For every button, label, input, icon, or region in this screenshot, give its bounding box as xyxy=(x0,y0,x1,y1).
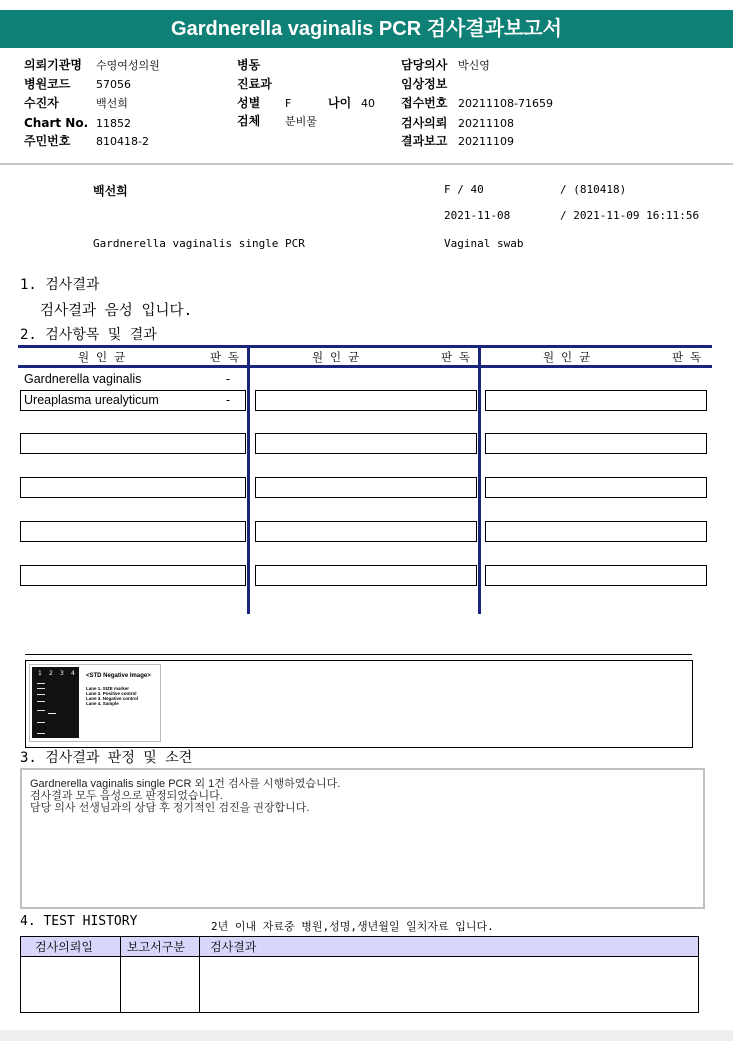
history-cell xyxy=(21,957,121,1013)
empty-cell xyxy=(255,565,477,586)
history-cell xyxy=(200,957,699,1013)
empty-cell xyxy=(255,433,477,454)
label-report-date: 결과보고 xyxy=(401,134,448,148)
label-resident-no: 주민번호 xyxy=(24,134,71,148)
page-bottom-band xyxy=(0,1030,733,1041)
section-2-title: 2. 검사항목 및 결과 xyxy=(20,327,157,343)
empty-cell xyxy=(485,390,707,411)
value-age: 40 xyxy=(361,97,375,110)
summary-test-name: Gardnerella vaginalis single PCR xyxy=(93,237,305,250)
value-doctor: 박신영 xyxy=(458,59,490,72)
gel-band xyxy=(37,722,45,723)
opinion-line: Gardnerella vaginalis single PCR 외 1건 검사를 시행하였습니다. xyxy=(30,778,341,790)
result-judgment-2: - xyxy=(226,393,231,407)
empty-cell xyxy=(485,433,707,454)
summary-specimen: Vaginal swab xyxy=(444,237,524,250)
label-receipt-no: 접수번호 xyxy=(401,96,448,110)
history-col-result: 검사결과 xyxy=(200,937,699,957)
lane-number: 1 xyxy=(38,670,42,677)
opinion-box xyxy=(20,768,705,909)
empty-cell xyxy=(255,390,477,411)
header-divider xyxy=(0,163,733,165)
gel-legend-item: Lane 1. SIZE marker xyxy=(86,686,130,691)
history-table xyxy=(20,936,699,1013)
label-chart-no: Chart No. xyxy=(24,116,89,130)
label-patient: 수진자 xyxy=(24,96,59,110)
label-institution: 의뢰기관명 xyxy=(24,58,82,72)
gel-legend xyxy=(86,686,138,706)
history-header-row xyxy=(21,937,699,957)
value-chart-no: 11852 xyxy=(96,117,131,130)
label-request-date: 검사의뢰 xyxy=(401,116,448,130)
empty-cell xyxy=(485,521,707,542)
history-col-report-type: 보고서구분 xyxy=(121,937,200,957)
report-title: Gardnerella vaginalis PCR 검사결과보고서 xyxy=(0,10,733,48)
gel-top-rule xyxy=(25,654,692,655)
gel-band xyxy=(37,683,45,684)
gel-lanes-image xyxy=(32,667,79,738)
value-specimen: 분비물 xyxy=(285,115,317,128)
col-header-name-2: 원 인 균 xyxy=(312,350,360,364)
col-header-judge-3: 판 독 xyxy=(672,350,702,364)
gel-band xyxy=(37,733,45,734)
label-department: 진료과 xyxy=(237,77,272,91)
label-specimen: 검체 xyxy=(237,114,261,128)
value-patient: 백선희 xyxy=(96,97,128,110)
summary-name: 백선희 xyxy=(93,184,128,198)
value-resident-no: 810418-2 xyxy=(96,135,149,148)
result-judgment-1: - xyxy=(226,372,231,386)
opinion-line: 담당 의사 선생님과의 상담 후 정기적인 검진을 권장합니다. xyxy=(30,802,310,814)
value-sex: F xyxy=(285,97,292,110)
empty-cell xyxy=(20,521,246,542)
gel-band xyxy=(37,694,45,695)
table-col-divider-1 xyxy=(247,345,250,614)
value-report-date: 20211109 xyxy=(458,135,514,148)
summary-request-date: 2021-11-08 xyxy=(444,209,511,222)
label-age: 나이 xyxy=(328,96,352,110)
empty-cell xyxy=(485,565,707,586)
label-hospital-code: 병원코드 xyxy=(24,77,71,91)
value-institution: 수영여성의원 xyxy=(96,59,160,72)
empty-cell xyxy=(255,477,477,498)
gel-thumbnail xyxy=(29,664,161,742)
empty-cell xyxy=(485,477,707,498)
label-clinical-info: 임상정보 xyxy=(401,77,448,91)
summary-sex-age: F / 40 xyxy=(444,183,484,196)
section-4-title: 4. TEST HISTORY xyxy=(20,914,138,929)
summary-report-datetime: / 2021-11-09 16:11:56 xyxy=(560,209,700,222)
result-name-1: Gardnerella vaginalis xyxy=(24,372,142,386)
empty-cell xyxy=(20,433,246,454)
table-col-divider-2 xyxy=(478,345,481,614)
gel-legend-item: Lane 2. Positive control xyxy=(86,691,137,696)
lane-number: 4 xyxy=(71,670,75,677)
gel-title: <STD Negative Image> xyxy=(86,673,151,679)
col-header-name-1: 원 인 균 xyxy=(78,350,126,364)
section-4-note: 2년 이내 자료중 병원,성명,생년월일 일치자료 입니다. xyxy=(211,920,494,933)
empty-cell xyxy=(20,477,246,498)
gel-legend-item: Lane 4. Sample xyxy=(86,701,119,706)
section-1-title: 1. 검사결과 xyxy=(20,277,100,293)
table-row xyxy=(21,957,699,1013)
value-receipt-no: 20211108-71659 xyxy=(458,97,553,110)
label-ward: 병동 xyxy=(237,58,261,72)
lane-number: 2 xyxy=(49,670,53,677)
history-col-request-date: 검사의뢰일 xyxy=(21,937,121,957)
table-top-line xyxy=(18,345,712,348)
label-doctor: 담당의사 xyxy=(401,58,448,72)
table-header-bottom-line xyxy=(18,365,712,368)
col-header-name-3: 원 인 균 xyxy=(543,350,591,364)
lane-number: 3 xyxy=(60,670,64,677)
summary-birth: / (810418) xyxy=(560,183,627,196)
gel-band xyxy=(48,713,56,714)
history-cell xyxy=(121,957,200,1013)
gel-band xyxy=(37,688,45,689)
col-header-judge-1: 판 독 xyxy=(210,350,240,364)
value-hospital-code: 57056 xyxy=(96,78,131,91)
section-3-title: 3. 검사결과 판정 및 소견 xyxy=(20,750,193,766)
value-request-date: 20211108 xyxy=(458,117,514,130)
opinion-line: 검사결과 모두 음성으로 판정되었습니다. xyxy=(30,790,223,802)
empty-cell xyxy=(255,521,477,542)
gel-legend-item: Lane 3. Negative control xyxy=(86,696,139,701)
gel-band xyxy=(37,710,45,711)
col-header-judge-2: 판 독 xyxy=(441,350,471,364)
result-name-2: Ureaplasma urealyticum xyxy=(24,393,159,407)
label-sex: 성별 xyxy=(237,96,261,110)
section-1-text: 검사결과 음성 입니다. xyxy=(40,303,193,319)
gel-band xyxy=(37,701,45,702)
empty-cell xyxy=(20,565,246,586)
